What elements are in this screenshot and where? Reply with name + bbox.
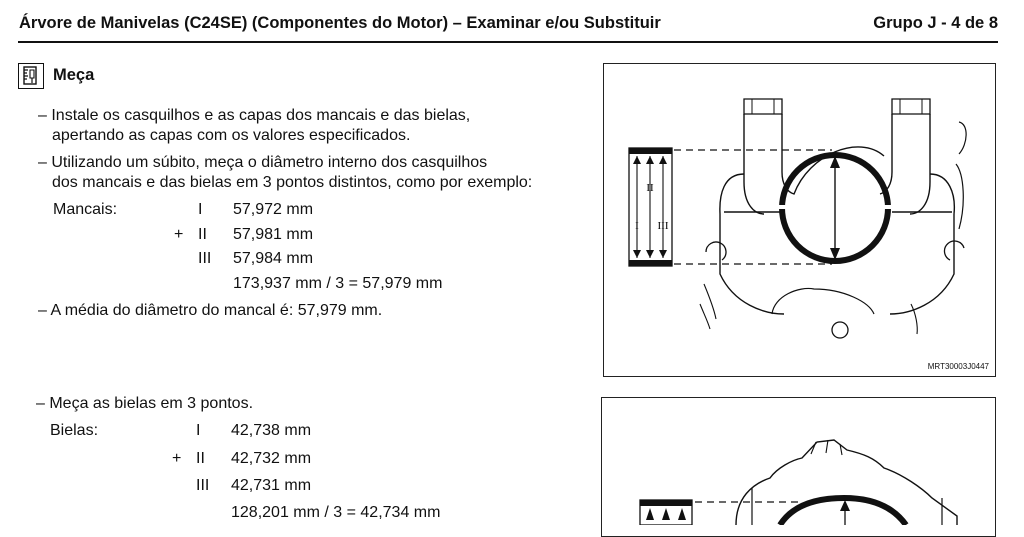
main-bearing-diagram bbox=[604, 64, 994, 375]
mancais-average: – A média do diâmetro do mancal é: 57,979 mm. bbox=[38, 302, 383, 319]
page-group-indicator: Grupo J - 4 de 8 bbox=[873, 14, 998, 32]
measure-icon bbox=[18, 63, 44, 89]
connecting-rod-figure bbox=[601, 397, 996, 537]
mancais-point: II bbox=[198, 226, 207, 243]
bielas-value: 42,732 mm bbox=[231, 450, 312, 467]
measure-instruction-line1: – Utilizando um súbito, meça o diâmetro interno dos casquilhos bbox=[38, 154, 488, 171]
bielas-label: Bielas: bbox=[50, 422, 99, 439]
install-instruction-line1: – Instale os casquilhos e as capas dos mancais e das bielas, bbox=[38, 107, 471, 124]
bielas-value: 42,731 mm bbox=[231, 477, 312, 494]
bielas-instruction: – Meça as bielas em 3 pontos. bbox=[36, 395, 254, 412]
section-title: Meça bbox=[53, 66, 95, 84]
bielas-value: 42,738 mm bbox=[231, 422, 312, 439]
figure-code: MRT30003J0447 bbox=[927, 362, 989, 371]
mancais-label: Mancais: bbox=[53, 201, 118, 218]
bielas-point: II bbox=[196, 450, 205, 467]
connecting-rod-diagram bbox=[602, 398, 994, 525]
page-title: Árvore de Manivelas (C24SE) (Componentes do Motor) – Examinar e/ou Substituir bbox=[19, 14, 661, 32]
bielas-point: I bbox=[196, 422, 201, 439]
mancais-point: I bbox=[198, 201, 203, 218]
main-bearing-figure bbox=[603, 63, 996, 377]
measure-icon-glyph bbox=[19, 64, 42, 87]
mancais-value: 57,972 mm bbox=[233, 201, 314, 218]
mancais-value: 57,984 mm bbox=[233, 250, 314, 267]
install-instruction-line2: apertando as capas com os valores especificados. bbox=[52, 127, 411, 144]
gauge-label-ii: II bbox=[646, 182, 654, 194]
bielas-point: III bbox=[196, 477, 210, 494]
mancais-value: 57,981 mm bbox=[233, 226, 314, 243]
mancais-plus-sign: + bbox=[174, 226, 184, 243]
gauge-label-i: I bbox=[635, 220, 639, 232]
bielas-plus-sign: + bbox=[172, 450, 182, 467]
mancais-point: III bbox=[198, 250, 212, 267]
bielas-sum: 128,201 mm / 3 = 42,734 mm bbox=[231, 504, 441, 521]
header-divider bbox=[18, 41, 998, 43]
gauge-label-iii: III bbox=[657, 220, 669, 232]
measure-instruction-line2: dos mancais e das bielas em 3 pontos distintos, como por exemplo: bbox=[52, 174, 533, 191]
mancais-sum: 173,937 mm / 3 = 57,979 mm bbox=[233, 275, 443, 292]
